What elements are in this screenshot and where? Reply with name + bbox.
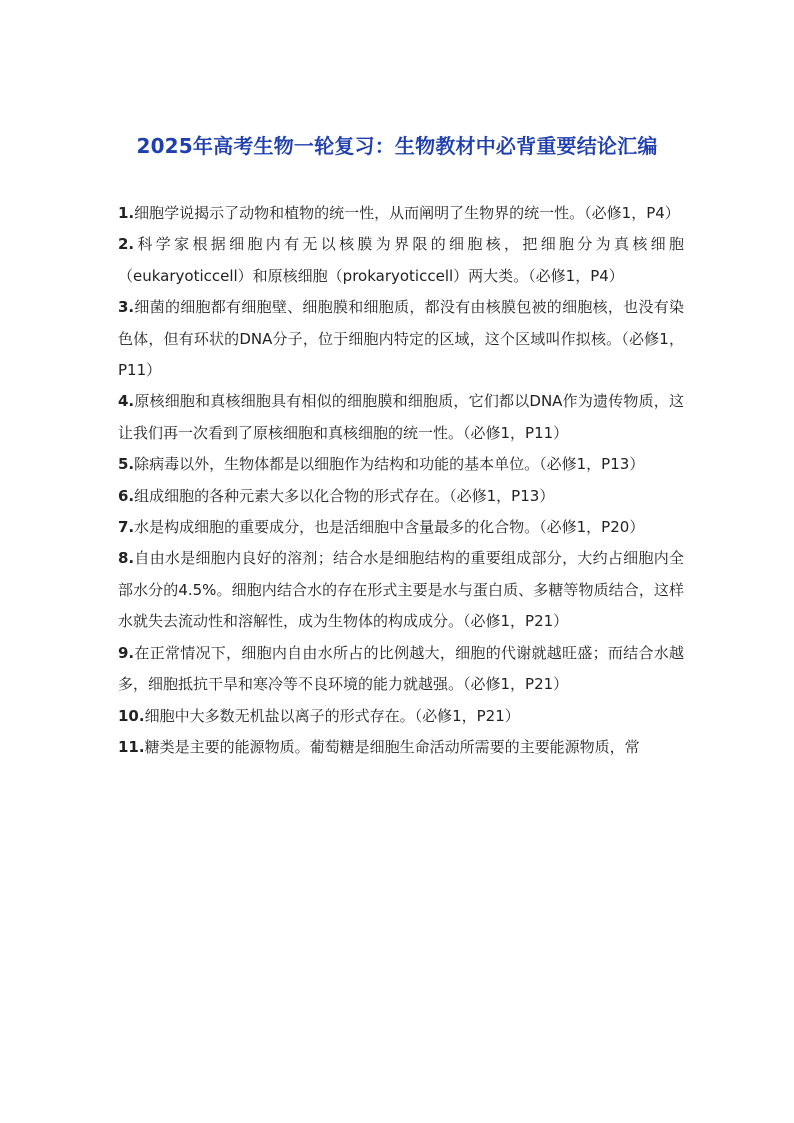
paragraph-text: 在正常情况下，细胞内自由水所占的比例越大，细胞的代谢就越旺盛；而结合水越多，细胞抵抗干旱和寒冷等不良环境的能力就越强。（必修1，P21） xyxy=(118,643,684,694)
paragraph-text: 细胞中大多数无机盐以离子的形式存在。（必修1，P21） xyxy=(144,706,520,725)
paragraph-text: 细胞学说揭示了动物和植物的统一性，从而阐明了生物界的统一性。（必修1，P4） xyxy=(134,204,680,222)
paragraph-text: 除病毒以外，生物体都是以细胞作为结构和功能的基本单位。（必修1，P13） xyxy=(134,455,645,474)
document-title: 2025年高考生物一轮复习：生物教材中必背重要结论汇编 xyxy=(136,134,658,158)
paragraph-number: 7. xyxy=(118,518,135,537)
paragraph-9 xyxy=(118,638,684,701)
paragraph-2 xyxy=(118,229,684,292)
paragraph-number: 2. xyxy=(118,235,135,254)
paragraph-5 xyxy=(118,449,684,480)
paragraph-number: 10. xyxy=(118,706,145,725)
paragraph-6 xyxy=(118,481,684,512)
paragraph-text: 自由水是细胞内良好的溶剂；结合水是细胞结构的重要组成部分，大约占细胞内全部水分的4.5%。细胞内结合水的存在形式主要是水与蛋白质、多糖等物质结合，这样水就失去流动性和溶解性，成为生物体的构成成分。（必修1，P21） xyxy=(118,549,684,631)
paragraph-text: 水是构成细胞的重要成分，也是活细胞中含量最多的化合物。（必修1，P20） xyxy=(134,518,645,537)
paragraph-8 xyxy=(118,543,684,637)
paragraph-text: 科学家根据细胞内有无以核膜为界限的细胞核，把细胞分为真核细胞（eukaryoticcell）和原核细胞（prokaryoticcell）两大类。（必修1，P4） xyxy=(118,235,684,285)
paragraph-number: 8. xyxy=(118,549,135,568)
paragraph-10 xyxy=(118,701,684,732)
paragraph-text: 组成细胞的各种元素大多以化合物的形式存在。（必修1，P13） xyxy=(134,486,555,505)
document-body xyxy=(118,198,684,763)
paragraph-number: 9. xyxy=(118,643,135,662)
paragraph-11 xyxy=(118,732,684,763)
paragraph-3 xyxy=(118,292,684,386)
paragraph-number: 1. xyxy=(118,204,135,222)
paragraph-text: 糖类是主要的能源物质。葡萄糖是细胞生命活动所需要的主要能源物质，常 xyxy=(144,737,640,756)
paragraph-number: 5. xyxy=(118,455,135,474)
paragraph-number: 11. xyxy=(118,737,145,756)
paragraph-number: 6. xyxy=(118,486,135,505)
paragraph-1 xyxy=(118,198,684,229)
paragraph-7 xyxy=(118,512,684,543)
paragraph-text: 细菌的细胞都有细胞壁、细胞膜和细胞质，都没有由核膜包被的细胞核，也没有染色体，但有环状的DNA分子，位于细胞内特定的区域，这个区域叫作拟核。（必修1，P11） xyxy=(118,298,684,380)
paragraph-number: 4. xyxy=(118,392,135,411)
paragraph-text: 原核细胞和真核细胞具有相似的细胞膜和细胞质，它们都以DNA作为遗传物质，这让我们再一次看到了原核细胞和真核细胞的统一性。（必修1，P11） xyxy=(118,392,684,442)
paragraph-number: 3. xyxy=(118,298,135,317)
paragraph-4 xyxy=(118,386,684,449)
